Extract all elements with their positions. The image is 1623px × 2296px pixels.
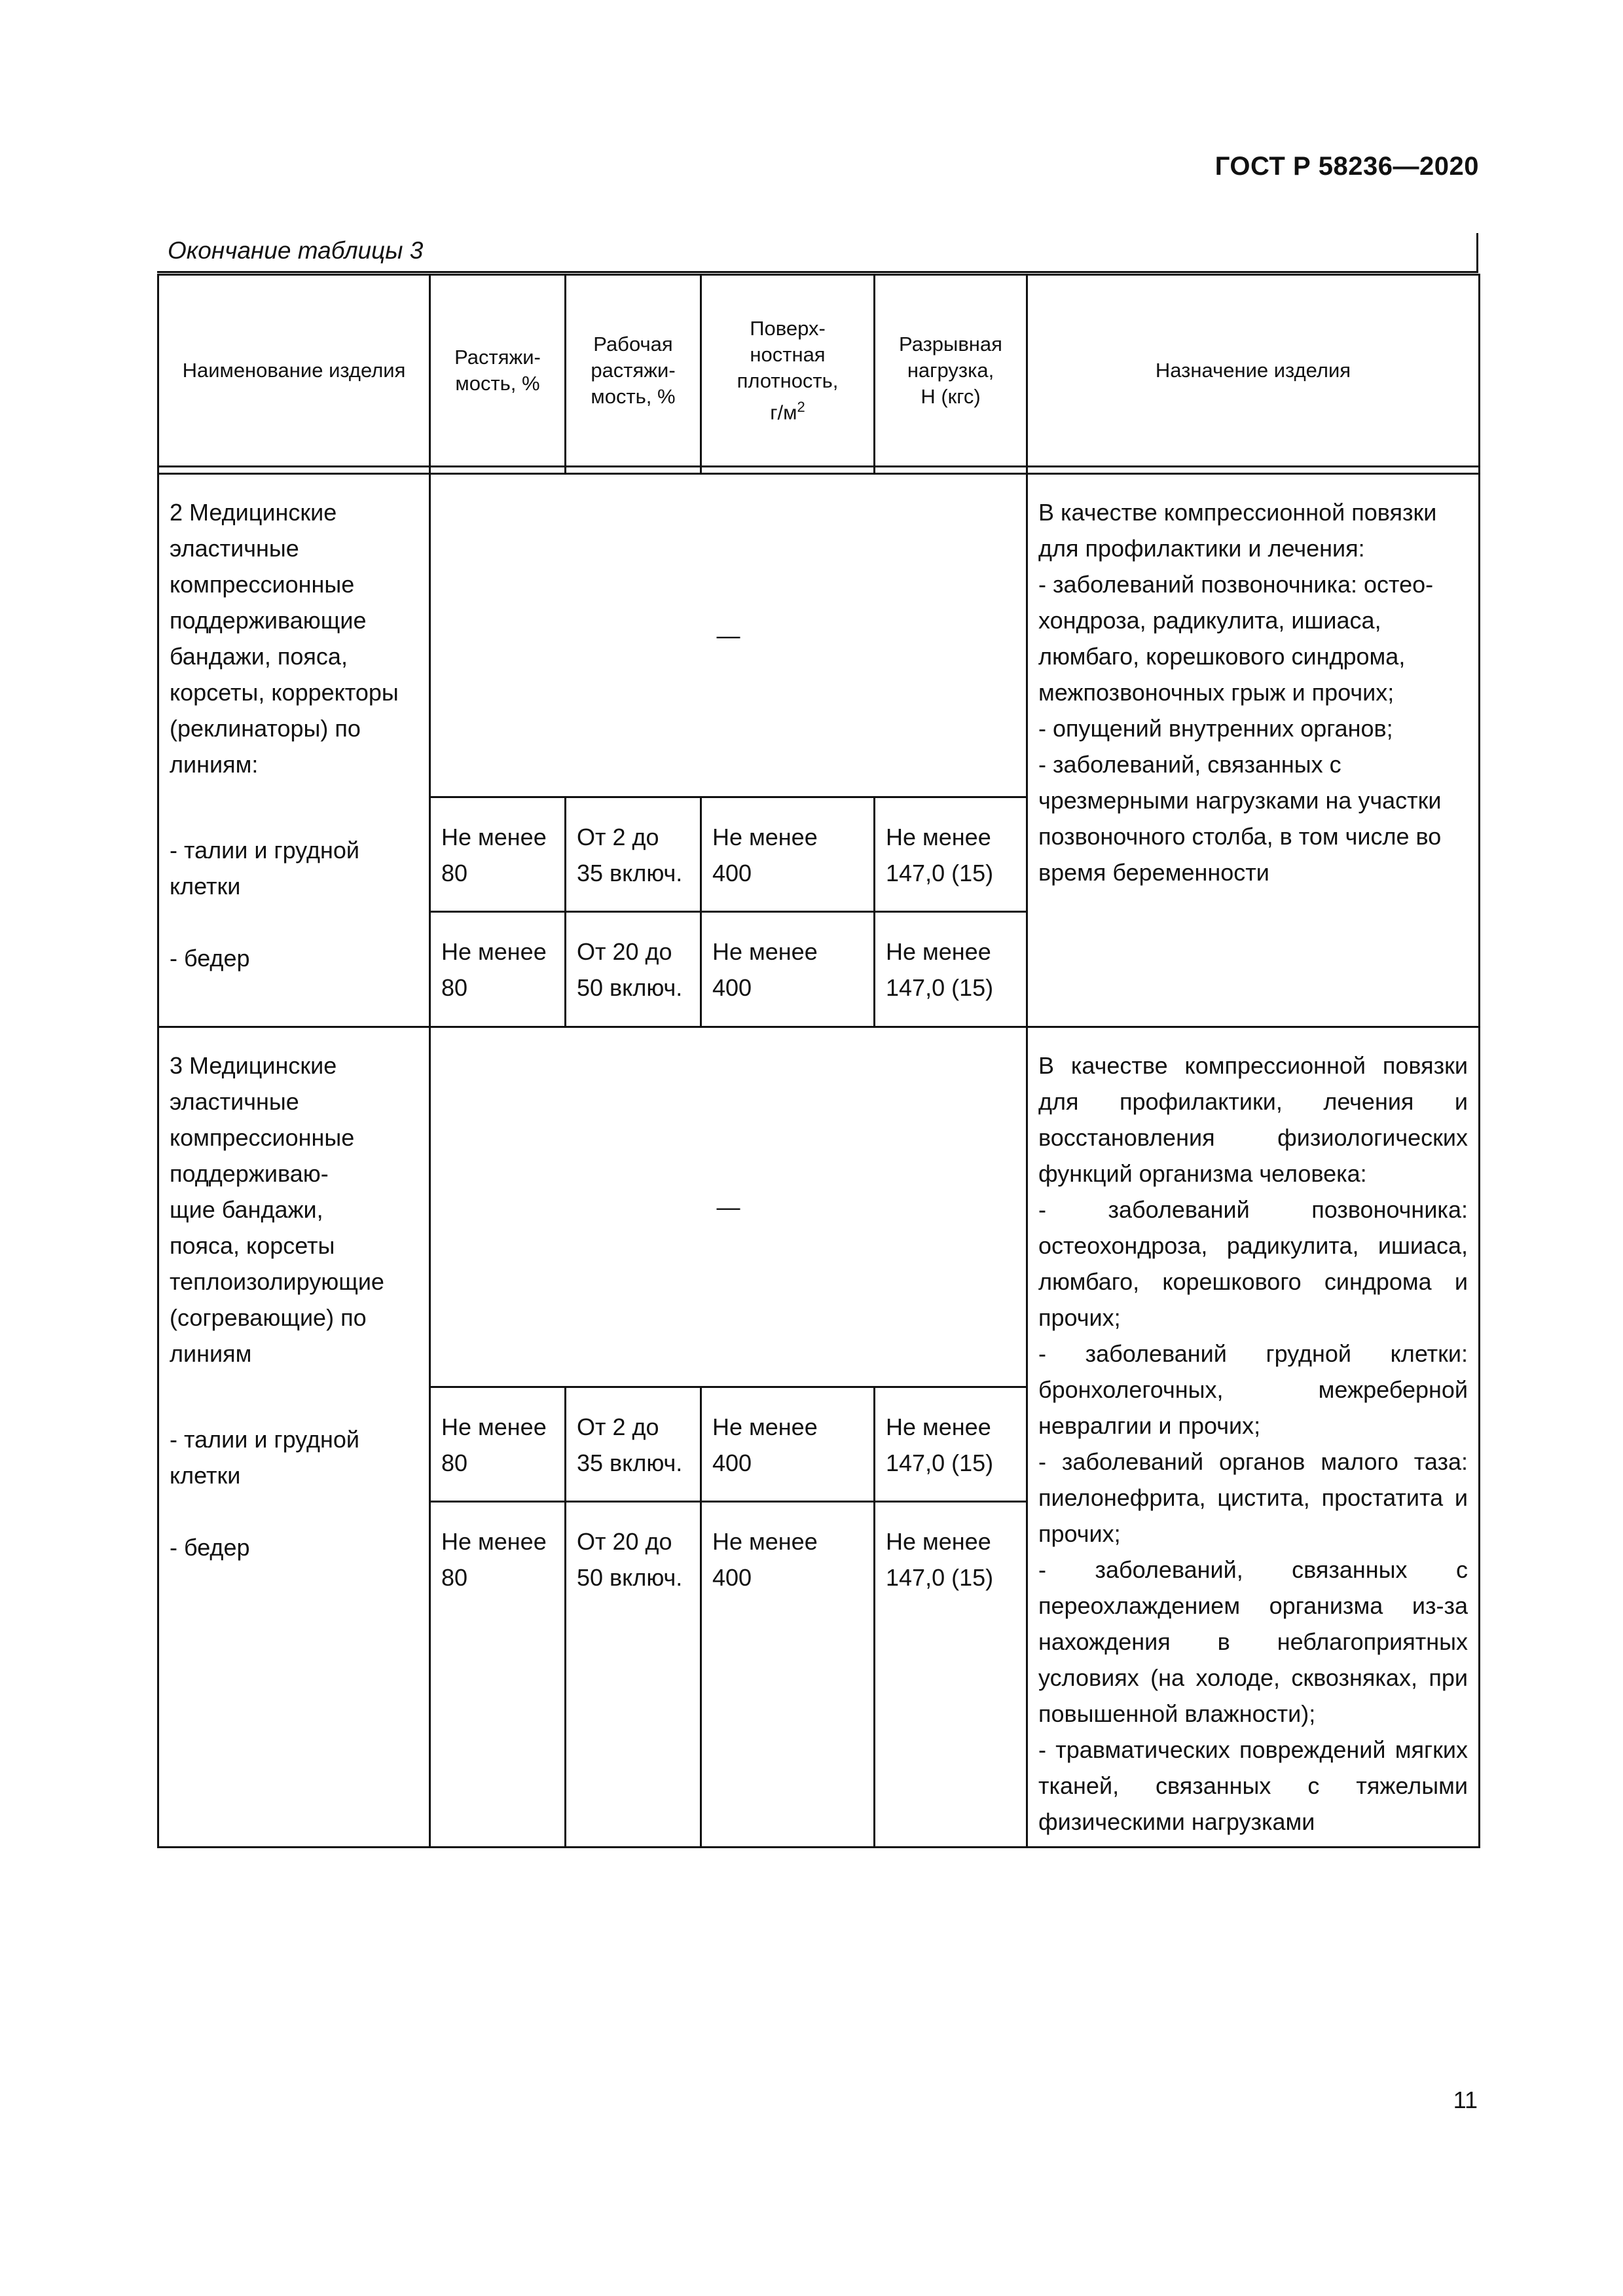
product-name-cell <box>158 474 430 1027</box>
product-subline-waist: - талии и грудной клетки <box>170 1426 360 1489</box>
table-row <box>158 1027 1480 1387</box>
col-header-purpose: Назначение изделия <box>1027 275 1480 467</box>
product-name-cell <box>158 1027 430 1848</box>
col-header-surface-density: Поверх- ностная плотность, $г/м^2$ <box>701 275 875 467</box>
density-value: Не менее 400 <box>701 912 875 1027</box>
purpose-text: В качестве компрессионной повязки для профилактики, лечения и восстановления физиологических функций организма человека: - заболеваний позвоночника: остеохондроза, радикулита, ишиаса, люмбаго, корешкового синдрома и прочих; - заболеваний грудной клетки: бронхолегочных, межреберной невралгии и прочих; - заболеваний органов малого таза: пиелонефрита, цистита, простатита и прочих; - заболеваний, связанных с переохлаждением организма из-за нахождения в неблагоприятных условиях (на холоде, сквозняках, при повышенной влажности); - травматических повреждений мягких тканей, связанных с тяжелыми физическими нагрузками <box>1038 1052 1468 1835</box>
col-header-working-stretch: Рабочая растяжи- мость, % <box>566 275 701 467</box>
purpose-cell <box>1027 474 1480 1027</box>
product-title: 3 Медицинские эластичные компрессионные поддерживаю- щие бандажи, пояса, корсеты теплоизолирующие (согревающие) по линиям <box>170 1052 384 1367</box>
stretch-value: Не менее 80 <box>430 1387 566 1502</box>
density-value: Не менее 400 <box>701 1502 875 1848</box>
purpose-cell <box>1027 1027 1480 1848</box>
table-3-continuation <box>157 274 1480 1848</box>
purpose-text: В качестве компрессионной повязки для профилактики и лечения: - заболеваний позвоночника: остео- хондроза, радикулита, ишиаса, люмбаго, корешкового синдрома, межпозвоночных грыж и прочих; - опущений внутренних органов; - заболеваний, связанных с чрезмерными нагрузками на участки позвоночного столба, в том числе во время беременности <box>1038 499 1442 886</box>
product-subline-hips: - бедер <box>170 945 250 972</box>
dash-mark: — <box>716 622 740 649</box>
breaking-load-value: Не менее 147,0 (15) <box>875 1387 1027 1502</box>
density-value: Не менее 400 <box>701 797 875 912</box>
breaking-load-value: Не менее 147,0 (15) <box>875 912 1027 1027</box>
working-stretch-value: От 20 до 50 включ. <box>566 912 701 1027</box>
working-stretch-value: От 2 до 35 включ. <box>566 797 701 912</box>
dash-mark: — <box>716 1194 740 1220</box>
breaking-load-value: Не менее 147,0 (15) <box>875 1502 1027 1848</box>
document-code: ГОСТ Р 58236—2020 <box>1214 152 1479 181</box>
breaking-load-value: Не менее 147,0 (15) <box>875 797 1027 912</box>
page-number: 11 <box>1453 2086 1478 2113</box>
stretch-value: Не менее 80 <box>430 797 566 912</box>
product-title: 2 Медицинские эластичные компрессионные поддерживающие бандажи, пояса, корсеты, корректоры (реклинаторы) по линиям: <box>170 499 399 778</box>
header-separator-row <box>158 467 1480 474</box>
product-subline-waist: - талии и грудной клетки <box>170 837 360 900</box>
merged-values-cell <box>430 1027 1027 1387</box>
product-subline-hips: - бедер <box>170 1534 250 1561</box>
col-header-breaking-load: Разрывная нагрузка, Н (кгс) <box>875 275 1027 467</box>
caption-rule <box>157 271 1478 273</box>
working-stretch-value: От 2 до 35 включ. <box>566 1387 701 1502</box>
working-stretch-value: От 20 до 50 включ. <box>566 1502 701 1848</box>
table-row <box>158 474 1480 797</box>
merged-values-cell <box>430 474 1027 797</box>
table-caption: Окончание таблицы 3 <box>168 237 424 264</box>
col-header-name: Наименование изделия <box>158 275 430 467</box>
table-header-row <box>158 275 1480 467</box>
caption-rule-tick <box>1476 233 1478 272</box>
stretch-value: Не менее 80 <box>430 912 566 1027</box>
density-value: Не менее 400 <box>701 1387 875 1502</box>
stretch-value: Не менее 80 <box>430 1502 566 1848</box>
col-header-stretch: Растяжи- мость, % <box>430 275 566 467</box>
